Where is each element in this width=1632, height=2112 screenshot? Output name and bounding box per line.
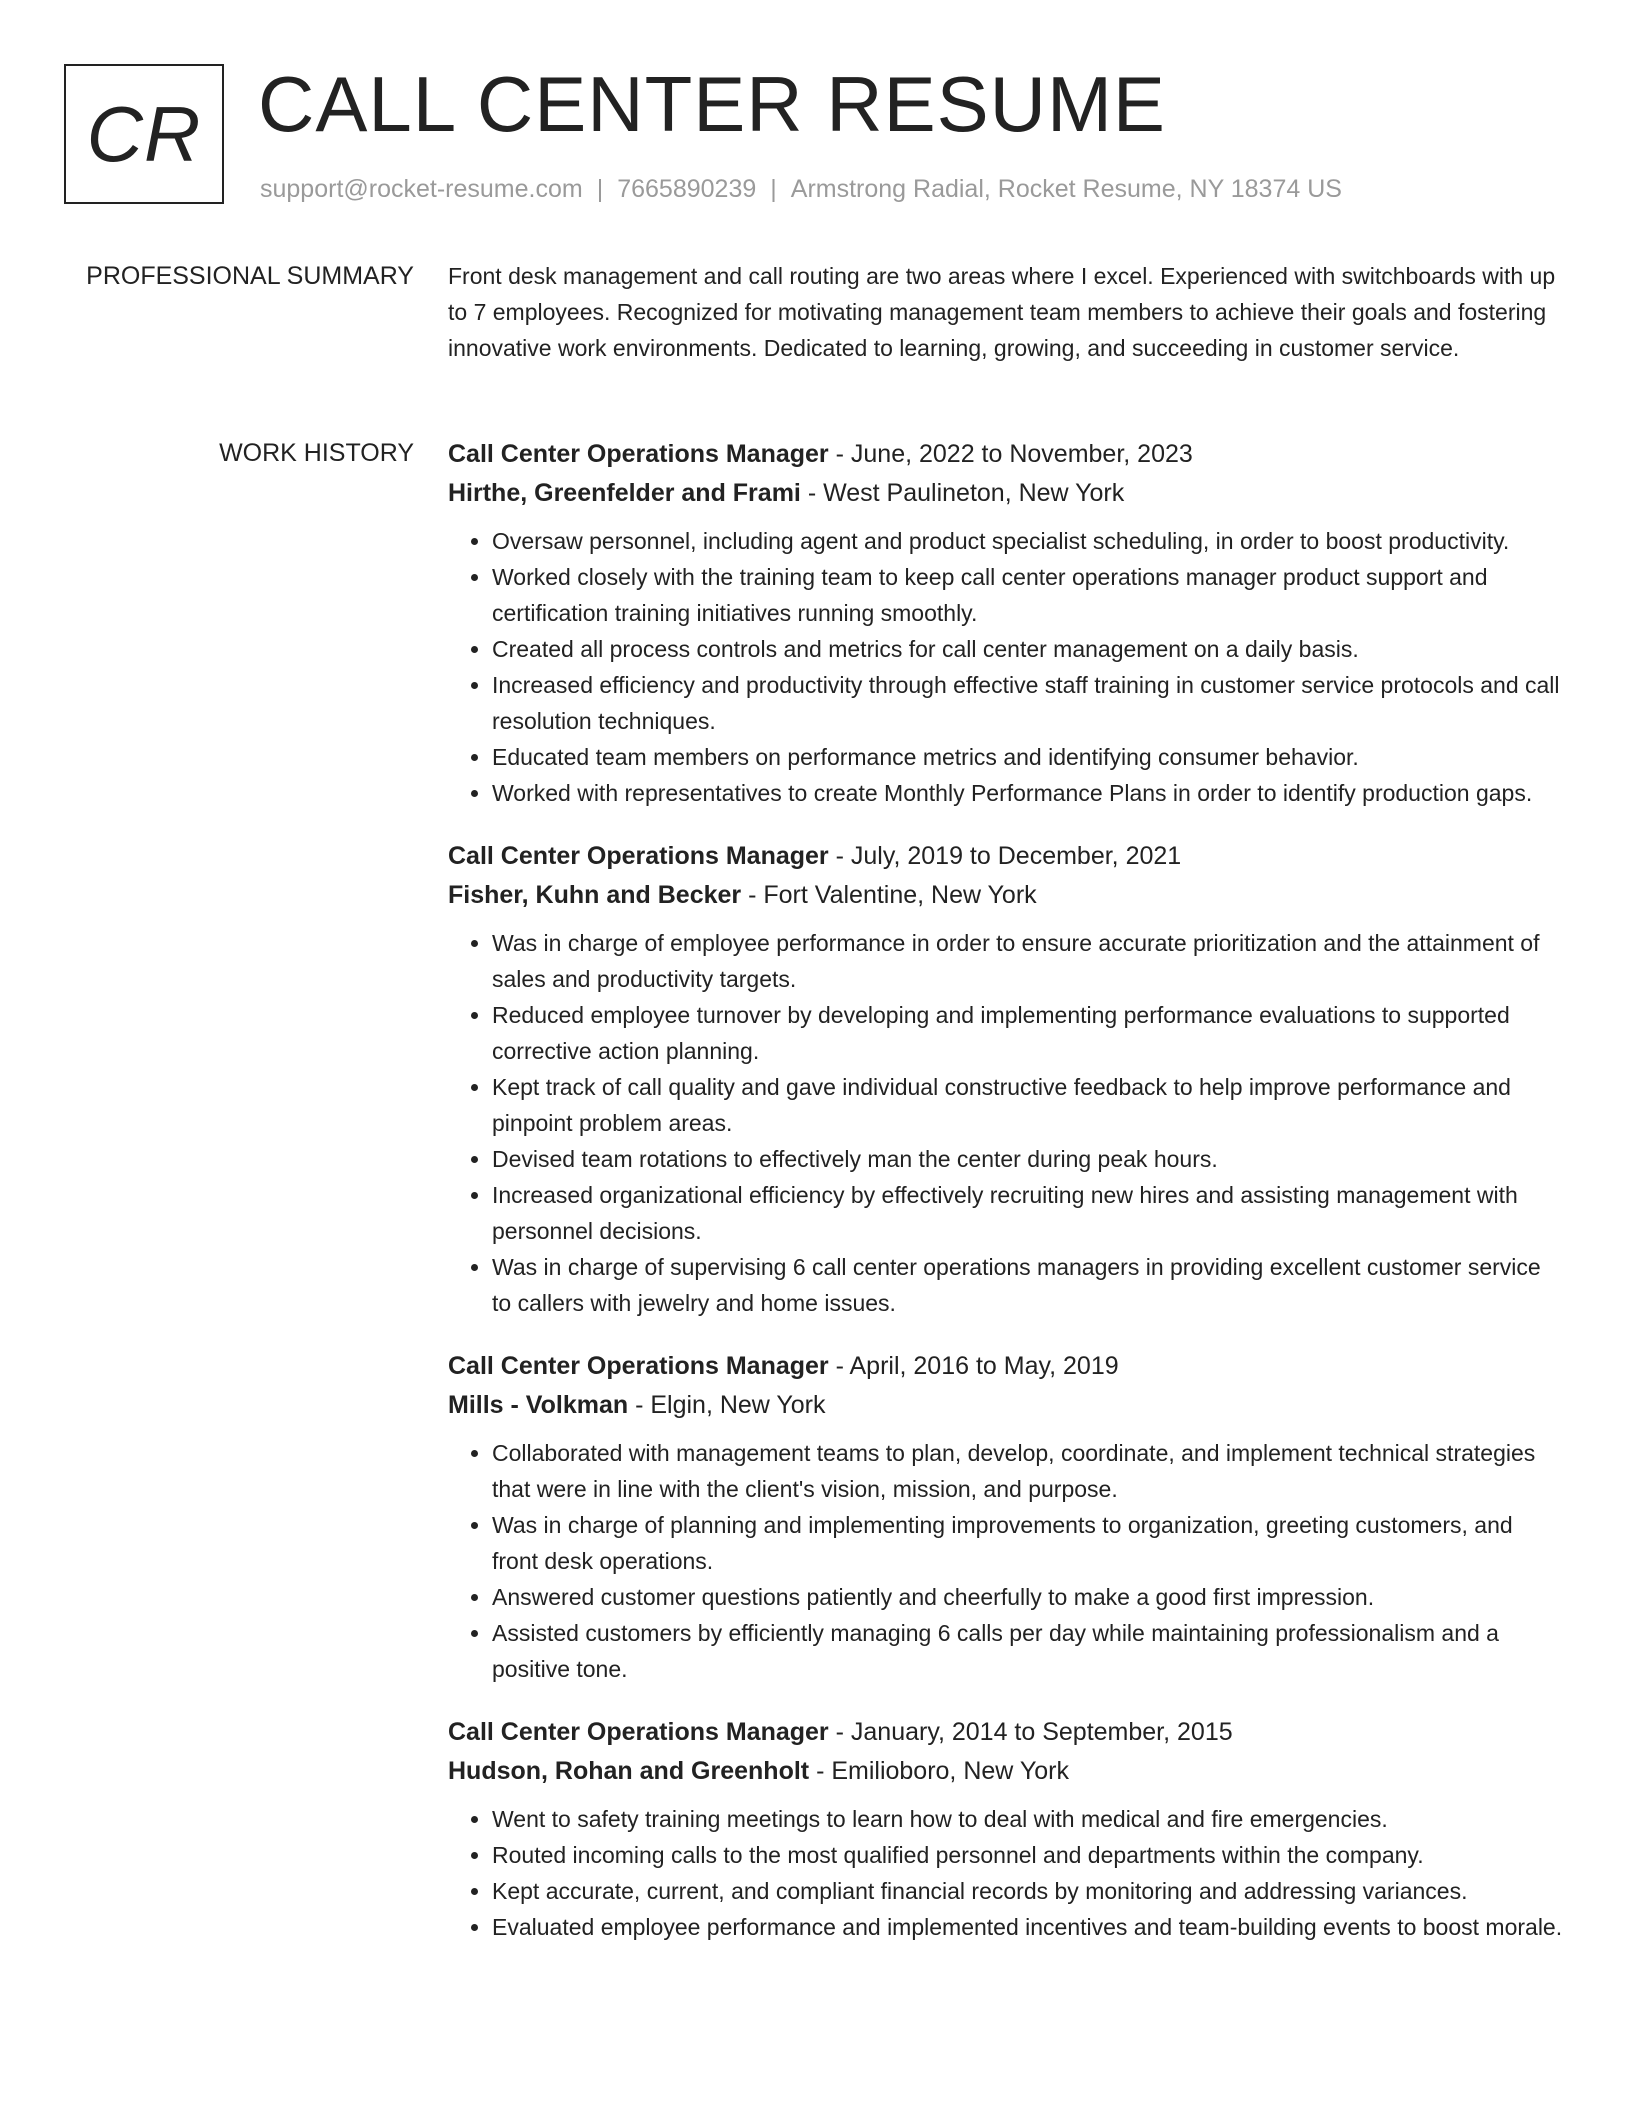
bullet-item: • Assisted customers by efficiently managing 6 calls per day while maintaining professionalism and a positive tone. bbox=[492, 1615, 1564, 1687]
job-title: Call Center Operations Manager bbox=[448, 1352, 829, 1380]
bullet-item: • Went to safety training meetings to learn how to deal with medical and fire emergencies. bbox=[492, 1801, 1564, 1837]
job-bullets bbox=[448, 925, 1564, 1321]
contact-separator: | bbox=[770, 175, 777, 203]
job-bullets bbox=[448, 523, 1564, 811]
bullet-item: • Kept track of call quality and gave individual constructive feedback to help improve performance and pinpoint problem areas. bbox=[492, 1069, 1564, 1141]
job-company: Hudson, Rohan and Greenholt bbox=[448, 1757, 810, 1785]
bullet-item: • Reduced employee turnover by developing and implementing performance evaluations to supported corrective action planning. bbox=[492, 997, 1564, 1069]
bullet-item: • Worked closely with the training team to keep call center operations manager product support and certification training initiatives running smoothly. bbox=[492, 559, 1564, 631]
bullet-item: • Increased efficiency and productivity through effective staff training in customer service protocols and call resolution techniques. bbox=[492, 667, 1564, 739]
job-company: Fisher, Kuhn and Becker bbox=[448, 881, 742, 909]
contact-phone: 7665890239 bbox=[617, 175, 757, 203]
summary-text: Front desk management and call routing are two areas where I excel. Experienced with switchboards with up to 7 employees. Recognized for motivating management team members to achieve their goals and fostering innovative work environments. Dedicated to learning, growing, and succeeding in customer service. bbox=[448, 263, 1556, 361]
bullet-item: • Worked with representatives to create Monthly Performance Plans in order to identify production gaps. bbox=[492, 775, 1564, 811]
monogram-logo: CR bbox=[64, 64, 224, 204]
job-title: Call Center Operations Manager bbox=[448, 842, 829, 870]
bullet-item: • Answered customer questions patiently and cheerfully to make a good first impression. bbox=[492, 1579, 1564, 1615]
job-title: Call Center Operations Manager bbox=[448, 440, 829, 468]
job-company-line bbox=[448, 474, 1564, 513]
job-location: - West Paulineton, New York bbox=[807, 479, 1125, 507]
job-company-line bbox=[448, 1752, 1564, 1791]
bullet-item: • Created all process controls and metrics for call center management on a daily basis. bbox=[492, 631, 1564, 667]
job-bullets bbox=[448, 1801, 1564, 1945]
job-bullets bbox=[448, 1435, 1564, 1687]
contact-separator: | bbox=[596, 175, 604, 203]
bullet-item: • Kept accurate, current, and compliant financial records by monitoring and addressing variances. bbox=[492, 1873, 1564, 1909]
contact-email: support@rocket-resume.com bbox=[260, 175, 583, 203]
job-entry bbox=[448, 837, 1564, 1321]
job-dates: - July, 2019 to December, 2021 bbox=[835, 842, 1182, 870]
bullet-item: • Collaborated with management teams to plan, develop, coordinate, and implement technical strategies that were in line with the client's vision, mission, and purpose. bbox=[492, 1435, 1564, 1507]
job-entry bbox=[448, 1713, 1564, 1945]
job-entry bbox=[448, 1347, 1564, 1687]
job-company-line bbox=[448, 1386, 1564, 1425]
bullet-item: • Routed incoming calls to the most qualified personnel and departments within the company. bbox=[492, 1837, 1564, 1873]
bullet-item: • Was in charge of planning and implementing improvements to organization, greeting customers, and front desk operations. bbox=[492, 1507, 1564, 1579]
section-label-work-history: WORK HISTORY bbox=[219, 439, 414, 467]
contact-line bbox=[260, 174, 1342, 204]
job-location: - Elgin, New York bbox=[635, 1391, 826, 1419]
job-dates: - April, 2016 to May, 2019 bbox=[835, 1352, 1119, 1380]
contact-address: Armstrong Radial, Rocket Resume, NY 18374 US bbox=[790, 175, 1342, 203]
job-title: Call Center Operations Manager bbox=[448, 1718, 829, 1746]
job-location: - Emilioboro, New York bbox=[816, 1757, 1069, 1785]
job-title-line bbox=[448, 435, 1564, 474]
bullet-item: • Educated team members on performance metrics and identifying consumer behavior. bbox=[492, 739, 1564, 775]
job-title-line bbox=[448, 837, 1564, 876]
job-company: Hirthe, Greenfelder and Frami bbox=[448, 479, 801, 507]
section-label-summary: PROFESSIONAL SUMMARY bbox=[86, 262, 414, 290]
resume-header bbox=[64, 60, 1564, 214]
job-title-line bbox=[448, 1713, 1564, 1752]
job-entry bbox=[448, 435, 1564, 811]
bullet-item: • Was in charge of supervising 6 call center operations managers in providing excellent customer service to callers with jewelry and home issues. bbox=[492, 1249, 1564, 1321]
job-company-line bbox=[448, 876, 1564, 915]
bullet-item: • Was in charge of employee performance in order to ensure accurate prioritization and the attainment of sales and productivity targets. bbox=[492, 925, 1564, 997]
job-dates: - June, 2022 to November, 2023 bbox=[835, 440, 1193, 468]
resume-title: CALL CENTER RESUME bbox=[258, 60, 1166, 148]
bullet-item: • Oversaw personnel, including agent and product specialist scheduling, in order to boost productivity. bbox=[492, 523, 1564, 559]
job-location: - Fort Valentine, New York bbox=[748, 881, 1037, 909]
job-title-line bbox=[448, 1347, 1564, 1386]
bullet-item: • Devised team rotations to effectively man the center during peak hours. bbox=[492, 1141, 1564, 1177]
bullet-item: • Evaluated employee performance and implemented incentives and team-building events to boost morale. bbox=[492, 1909, 1564, 1945]
bullet-item: • Increased organizational efficiency by effectively recruiting new hires and assisting management with personnel decisions. bbox=[492, 1177, 1564, 1249]
job-dates: - January, 2014 to September, 2015 bbox=[835, 1718, 1233, 1746]
work-history-list bbox=[448, 435, 1564, 1971]
job-company: Mills - Volkman bbox=[448, 1391, 629, 1419]
